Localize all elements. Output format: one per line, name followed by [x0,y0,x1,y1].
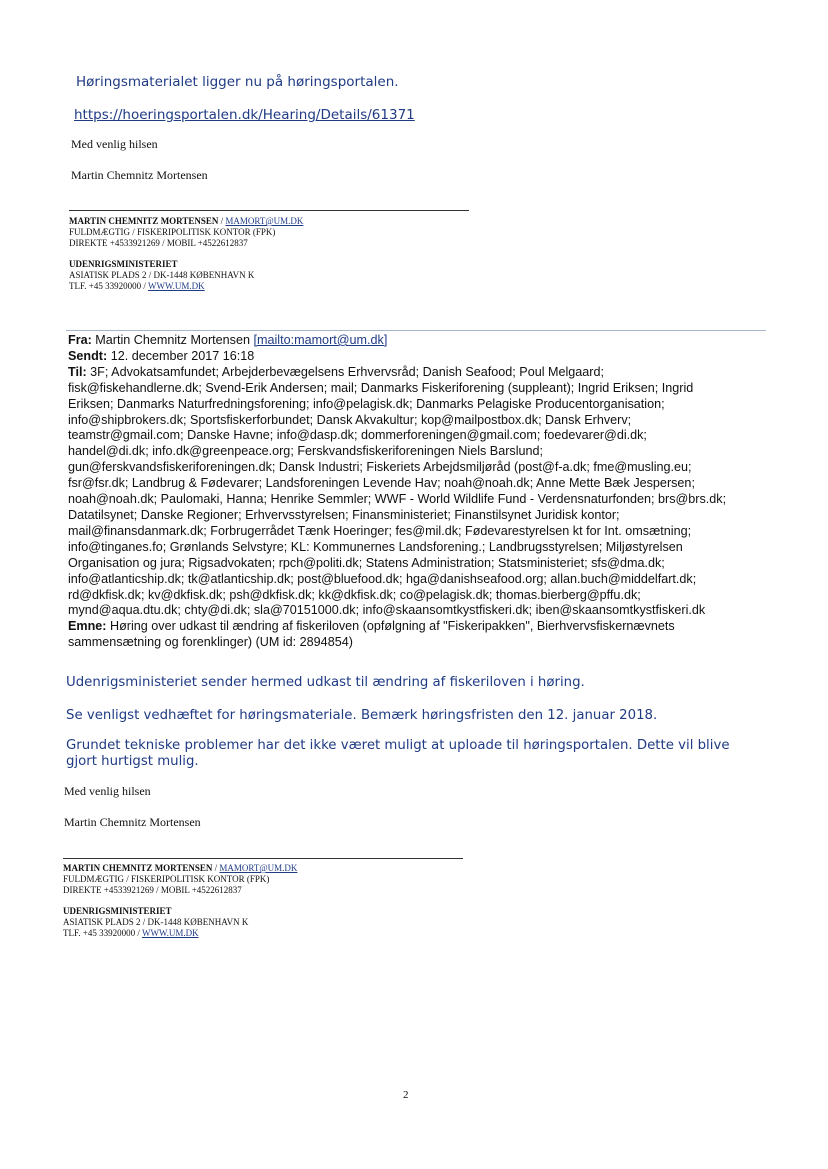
signature-address: ASIATISK PLADS 2 / DK-1448 KØBENHAVN K [69,270,255,280]
to-line: gun@ferskvandsfiskeriforeningen.dk; Dansk Industri; Fiskeriets Arbejdsmiljøråd (post@f-a.dk; fme@musling.eu; [68,460,692,475]
signature-tlf: TLF. +45 33920000 / [69,281,148,291]
signature-phones: DIREKTE +4533921269 / MOBIL +4522612837 [63,885,242,895]
to-line: Organisation og jura; Rigsadvokaten; rpch@politi.dk; Statens Administration; Statsministeriet; sfs@dma.dk; [68,555,665,570]
to-line: mynd@aqua.dtu.dk; chty@di.dk; sla@70151000.dk; info@skaansomtkystfiskeri.dk; iben@skaansomtkystfiskeri.dk [68,603,706,618]
from-row: Fra: Martin Chemnitz Mortensen [mailto:mamort@um.dk] [68,333,388,347]
intro-line: Høringsmaterialet ligger nu på høringsportalen. [76,74,399,90]
to-line: Eriksen; Danmarks Naturfredningsforening; info@pelagisk.dk; Danmarks Pelagiske Producentorganisation; [68,396,665,411]
signature-title: FULDMÆGTIG / FISKERIPOLITISK KONTOR (FPK) [63,874,270,884]
signature-title: FULDMÆGTIG / FISKERIPOLITISK KONTOR (FPK) [69,227,276,237]
subject-line: sammensætning og forenklinger) (UM id: 2894854) [68,635,353,650]
signature-divider-2 [63,858,463,859]
email-header [68,333,768,651]
page-number: 2 [403,1089,409,1101]
email-header-separator [66,330,766,331]
body-paragraph-2: Se venligst vedhæftet for høringsmateriale. Bemærk høringsfristen den 12. januar 2018. [66,708,658,723]
sender-name-top: Martin Chemnitz Mortensen [71,168,208,182]
body-paragraph-1: Udenrigsministeriet sender hermed udkast til ændring af fiskeriloven i høring. [66,675,585,690]
signature-name: MARTIN CHEMNITZ MORTENSEN [69,216,219,226]
body-paragraph-3: Grundet tekniske problemer har det ikke været muligt at uploade til høringsportalen. Dette vil blive gjort hurtigst mulig. [66,738,730,769]
signature-phones: DIREKTE +4533921269 / MOBIL +4522612837 [69,238,248,248]
signature-email-link[interactable]: MAMORT@UM.DK [219,863,298,873]
signature-name: MARTIN CHEMNITZ MORTENSEN [63,863,213,873]
signature-email-link[interactable]: MAMORT@UM.DK [225,216,304,226]
sender-name-body: Martin Chemnitz Mortensen [64,815,201,829]
greeting-top: Med venlig hilsen [71,137,158,151]
subject-row: Emne: Høring over udkast til ændring af fiskeriloven (opfølgning af "Fiskeripakken", Bierhvervsfiskernævnets [68,619,675,634]
signature-block-2: MARTIN CHEMNITZ MORTENSEN / MAMORT@UM.DK FULDMÆGTIG / FISKERIPOLITISK KONTOR (FPK) DIREKTE +4533921269 / MOBIL +4522612837 UDENRIGSMINISTERIET ASIATISK PLADS 2 / DK-1448 KØBENHAVN K TLF. +45 33920000 / WWW.UM.DK [63,863,298,938]
sent-row: Sendt: 12. december 2017 16:18 [68,348,255,363]
from-mailto-link[interactable]: [mailto:mamort@um.dk] [253,333,388,347]
to-line: handel@di.dk; info.dk@greenpeace.org; Ferskvandsfiskeriforeningen Niels Barslund; [68,444,544,459]
to-line: mail@finansdanmark.dk; Forbrugerrådet Tænk Hoeringer; fes@mil.dk; Fødevarestyrelsen kt for Int. omsætning; [68,523,692,538]
to-line: rd@dkfisk.dk; kv@dkfisk.dk; psh@dkfisk.dk; kk@dkfisk.dk; co@pelagisk.dk; thomas.bierberg@pffu.dk; [68,587,641,602]
to-line: info@shipbrokers.dk; Sportsfiskerforbundet; Dansk Akvakultur; kop@mailpostbox.dk; Dansk Erhverv; [68,412,632,427]
signature-ministry: UDENRIGSMINISTERIET [69,259,178,269]
hearing-portal-link[interactable]: https://hoeringsportalen.dk/Hearing/Details/61371 [74,107,415,123]
to-line: Datatilsynet; Danske Regioner; Erhvervsstyrelsen; Finansministeriet; Finanstilsynet Juridisk kontor; [68,507,620,522]
signature-web-link[interactable]: WWW.UM.DK [147,281,205,291]
to-row: Til: 3F; Advokatsamfundet; Arbejderbevægelsens Erhvervsråd; Danish Seafood; Poul Melgaard; [68,364,605,379]
signature-tlf: TLF. +45 33920000 / [63,928,142,938]
to-line: info@tinganes.fo; Grønlands Selvstyre; KL: Kommunernes Landsforening.; Landbrugsstyrelsen; Miljøstyrelsen [68,539,683,554]
to-line: teamstr@gmail.com; Danske Havne; info@dasp.dk; dommerforeningen@gmail.com; foedevarer@di.dk; [68,428,647,443]
signature-address: ASIATISK PLADS 2 / DK-1448 KØBENHAVN K [63,917,249,927]
to-line: fsr@fsr.dk; Landbrug & Fødevarer; Landsforeningen Levende Hav; noah@noah.dk; Anne Mette Bæk Jespersen; [68,476,695,491]
greeting-body: Med venlig hilsen [64,784,151,798]
signature-divider-1 [69,210,469,211]
to-line: info@atlanticship.dk; tk@atlanticship.dk; post@bluefood.dk; hga@danishseafood.org; allan.buch@middelfart.dk; [68,571,697,586]
signature-web-link[interactable]: WWW.UM.DK [141,928,199,938]
to-line: noah@noah.dk; Paulomaki, Hanna; Henrike Semmler; WWF - World Wildlife Fund - Verdensnaturfonden; brs@brs.dk; [68,492,727,507]
signature-ministry: UDENRIGSMINISTERIET [63,906,172,916]
to-line: fisk@fiskehandlerne.dk; Svend-Erik Andersen; mail; Danmarks Fiskeriforening (suppleant); Ingrid Eriksen; Ingrid [68,380,694,395]
signature-block-1: MARTIN CHEMNITZ MORTENSEN / MAMORT@UM.DK FULDMÆGTIG / FISKERIPOLITISK KONTOR (FPK) DIREKTE +4533921269 / MOBIL +4522612837 UDENRIGSMINISTERIET ASIATISK PLADS 2 / DK-1448 KØBENHAVN K TLF. +45 33920000 / WWW.UM.DK [69,216,304,291]
